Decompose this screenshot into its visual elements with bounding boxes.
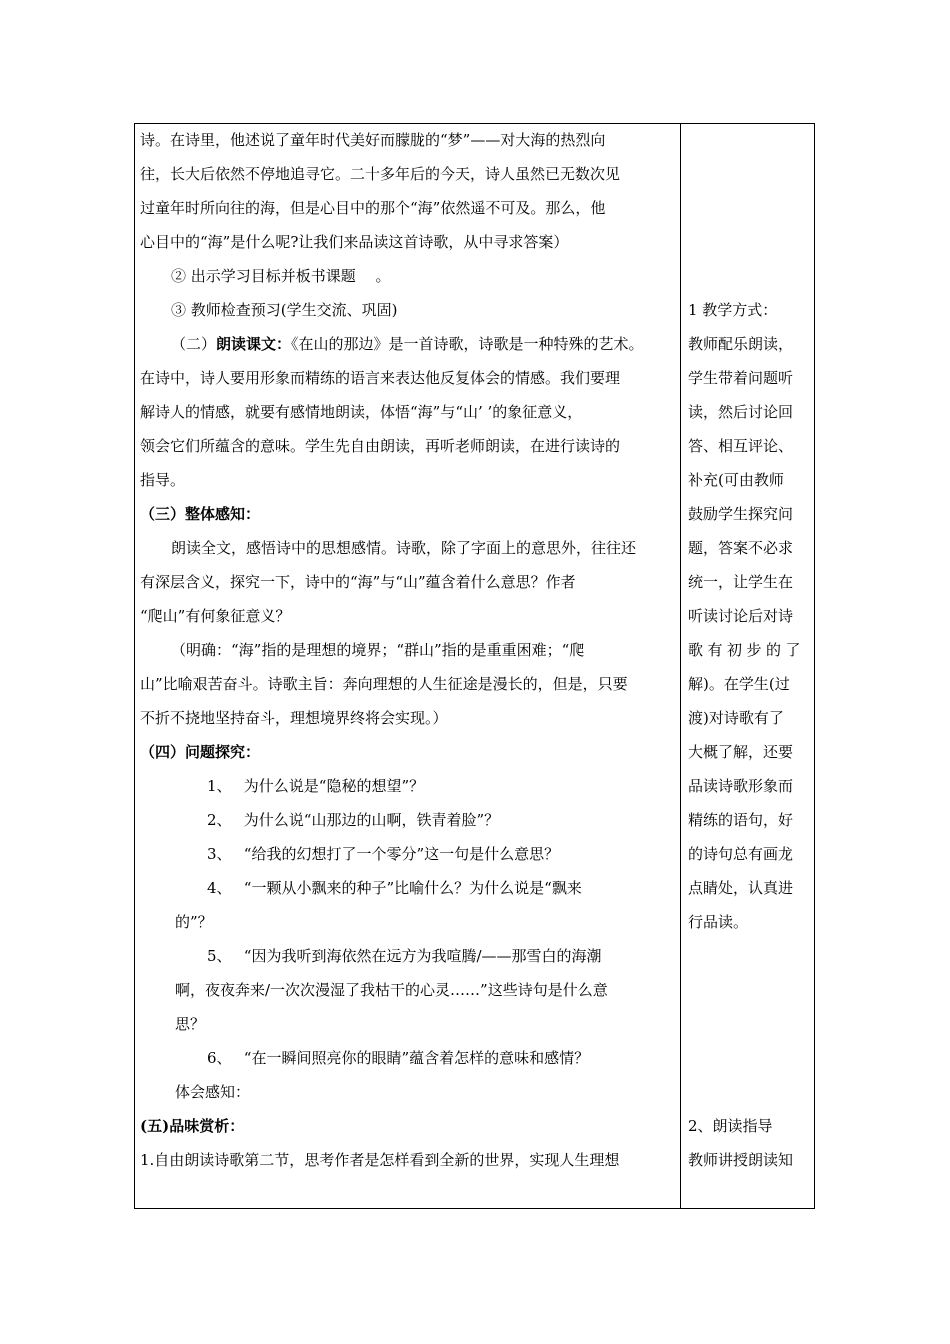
- side-note-line: 大概了解，还要: [688, 743, 794, 761]
- paragraph-line: 心目中的“海”是什么呢?让我们来品读这首诗歌，从中寻求答案）: [140, 233, 569, 251]
- section-heading: （三）整体感知：: [140, 505, 261, 523]
- paragraph-line: 过童年时所向往的海，但是心目中的那个“海”依然遥不可及。那么，他: [140, 199, 606, 217]
- side-note-line: 学生带着问题听: [688, 369, 794, 387]
- step-item: ③ 教师检查预习(学生交流、巩固): [171, 301, 398, 319]
- side-note-line: 听读讨论后对诗: [688, 607, 794, 625]
- side-note-line: 精练的语句，好: [688, 811, 794, 829]
- paragraph-line: 体会感知：: [175, 1083, 251, 1101]
- question-item-continued: 思？: [175, 1015, 206, 1033]
- column-divider: [680, 124, 681, 1208]
- question-item: 3、 “给我的幻想打了一个零分”这一句是什么意思？: [207, 845, 560, 863]
- paragraph-line: 1.自由朗读诗歌第二节，思考作者是怎样看到全新的世界，实现人生理想: [140, 1151, 620, 1169]
- side-note-line: 题，答案不必求: [688, 539, 794, 557]
- section-heading: (五)品味赏析：: [140, 1117, 245, 1135]
- side-note-line: 1 教学方式：: [688, 301, 778, 319]
- paragraph-line: 有深层含义，探究一下，诗中的“海”与“山”蕴含着什么意思？作者: [140, 573, 576, 591]
- question-item: 6、 “在一瞬间照亮你的眼睛”蕴含着怎样的意味和感情？: [207, 1049, 590, 1067]
- question-item-continued: 的”？: [175, 913, 213, 931]
- side-note-line: 歌有初步的了: [688, 641, 806, 659]
- paragraph-line: “爬山”有何象征意义？: [140, 607, 291, 625]
- step-item: ② 出示学习目标并板书课题 。: [171, 267, 391, 285]
- side-note-line: 点睛处，认真进: [688, 879, 794, 897]
- section-number: （二）: [171, 335, 217, 353]
- side-note-line: 读，然后讨论回: [688, 403, 794, 421]
- side-note-line: 解)。在学生(过: [688, 675, 790, 693]
- section-heading: （四）问题探究：: [140, 743, 261, 761]
- section-title: 朗读课文：: [216, 335, 292, 353]
- side-note-line: 统一，让学生在: [688, 573, 794, 591]
- side-note-line: 教师配乐朗读，: [688, 335, 794, 353]
- side-note-line: 渡)对诗歌有了: [688, 709, 784, 727]
- side-note-line: 的诗句总有画龙: [688, 845, 794, 863]
- question-item-continued: 啊，夜夜奔来/一次次漫湿了我枯干的心灵……”这些诗句是什么意: [175, 981, 608, 999]
- paragraph-line: 朗读全文，感悟诗中的思想感情。诗歌，除了字面上的意思外，往往还: [171, 539, 637, 557]
- question-item: 5、 “因为我听到海依然在远方为我喧腾/——那雪白的海潮: [207, 947, 602, 965]
- paragraph-line: 指导。: [140, 471, 186, 489]
- section-intro: 《在山的那边》是一首诗歌，诗歌是一种特殊的艺术。: [291, 335, 644, 353]
- paragraph-line: 往，长大后依然不停地追寻它。二十多年后的今天，诗人虽然已无数次见: [140, 165, 621, 183]
- paragraph-line: 诗。在诗里，他述说了童年时代美好而朦胧的“梦”——对大海的热烈向: [140, 131, 606, 149]
- side-note-line: 答、相互评论、: [688, 437, 794, 455]
- lesson-plan-table: [134, 123, 815, 1209]
- paragraph-line: 在诗中，诗人要用形象而精练的语言来表达他反复体会的情感。我们要理: [140, 369, 621, 387]
- paragraph-line: 领会它们所蕴含的意味。学生先自由朗读，再听老师朗读，在进行读诗的: [140, 437, 621, 455]
- side-note-line: 品读诗歌形象而: [688, 777, 794, 795]
- question-item: 2、 为什么说“山那边的山啊，铁青着脸”？: [207, 811, 500, 829]
- side-note-line: 2、朗读指导: [688, 1117, 773, 1135]
- side-note-line: 补充(可由教师: [688, 471, 784, 489]
- paragraph-line: 山”比喻艰苦奋斗。诗歌主旨：奔向理想的人生征途是漫长的，但是，只要: [140, 675, 628, 693]
- side-note-line: 教师讲授朗读知: [688, 1151, 794, 1169]
- section-reading-heading: [171, 334, 644, 354]
- paragraph-line: 解诗人的情感，就要有感情地朗读，体悟“海”与“山’ ’的象征意义，: [140, 403, 583, 421]
- question-item: 1、 为什么说是“隐秘的想望”？: [207, 777, 425, 795]
- side-note-line: 鼓励学生探究问: [688, 505, 794, 523]
- paragraph-line: 不折不挠地坚持奋斗，理想境界终将会实现。）: [140, 709, 448, 727]
- question-item: 4、 “一颗从小飘来的种子”比喻什么？为什么说是“飘来: [207, 879, 582, 897]
- paragraph-line: （明确：“海”指的是理想的境界；“群山”指的是重重困难；“爬: [171, 641, 585, 659]
- side-note-line: 行品读。: [688, 913, 749, 931]
